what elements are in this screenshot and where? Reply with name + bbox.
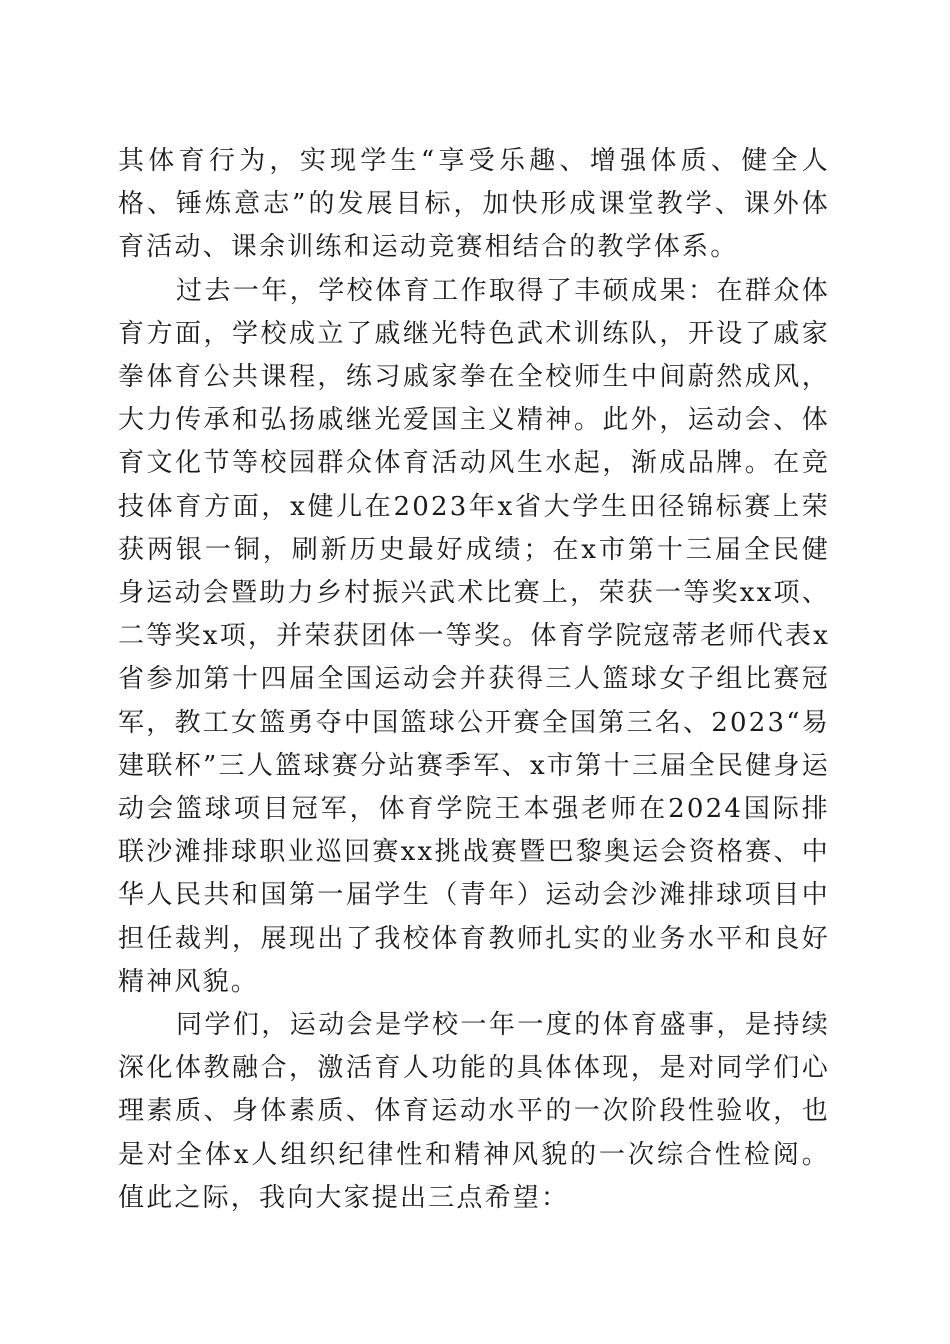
paragraph-3: 同学们，运动会是学校一年一度的体育盛事，是持续深化体教融合，激活育人功能的具体体现，是对同学们心理素质、身体素质、体育运动水平的一次阶段性验收，也是对全体x人组织纪律性和精神风貌的一次综合性检阅。值此之际，我向大家提出三点希望：	[118, 1010, 830, 1213]
paragraph-2: 过去一年，学校体育工作取得了丰硕成果：在群众体育方面，学校成立了戚继光特色武术训练队，开设了戚家拳体育公共课程，练习戚家拳在全校师生中间蔚然成风，大力传承和弘扬戚继光爱国主义精神。此外，运动会、体育文化节等校园群众体育活动风生水起，渐成品牌。在竞技体育方面，x健儿在2023年x省大学生田径锦标赛上荣获两银一铜，刷新历史最好成绩；在x市第十三届全民健身运动会暨助力乡村振兴武术比赛上，荣获一等奖xx项、二等奖x项，并荣获团体一等奖。体育学院寇蒂老师代表x省参加第十四届全国运动会并获得三人篮球女子组比赛冠军，教工女篮勇夺中国篮球公开赛全国第三名、2023“易建联杯”三人篮球赛分站赛季军、x市第十三届全民健身运动会篮球项目冠军，体育学院王本强老师在2024国际排联沙滩排球职业巡回赛xx挑战赛暨巴黎奥运会资格赛、中华人民共和国第一届学生（青年）运动会沙滩排球项目中担任裁判，展现出了我校体育教师扎实的业务水平和良好精神风貌。	[118, 275, 830, 997]
document-body	[118, 140, 830, 1220]
paragraph-1: 其体育行为，实现学生“享受乐趣、增强体质、健全人格、锤炼意志”的发展目标，加快形成课堂教学、课外体育活动、课余训练和运动竞赛相结合的教学体系。	[118, 146, 830, 263]
